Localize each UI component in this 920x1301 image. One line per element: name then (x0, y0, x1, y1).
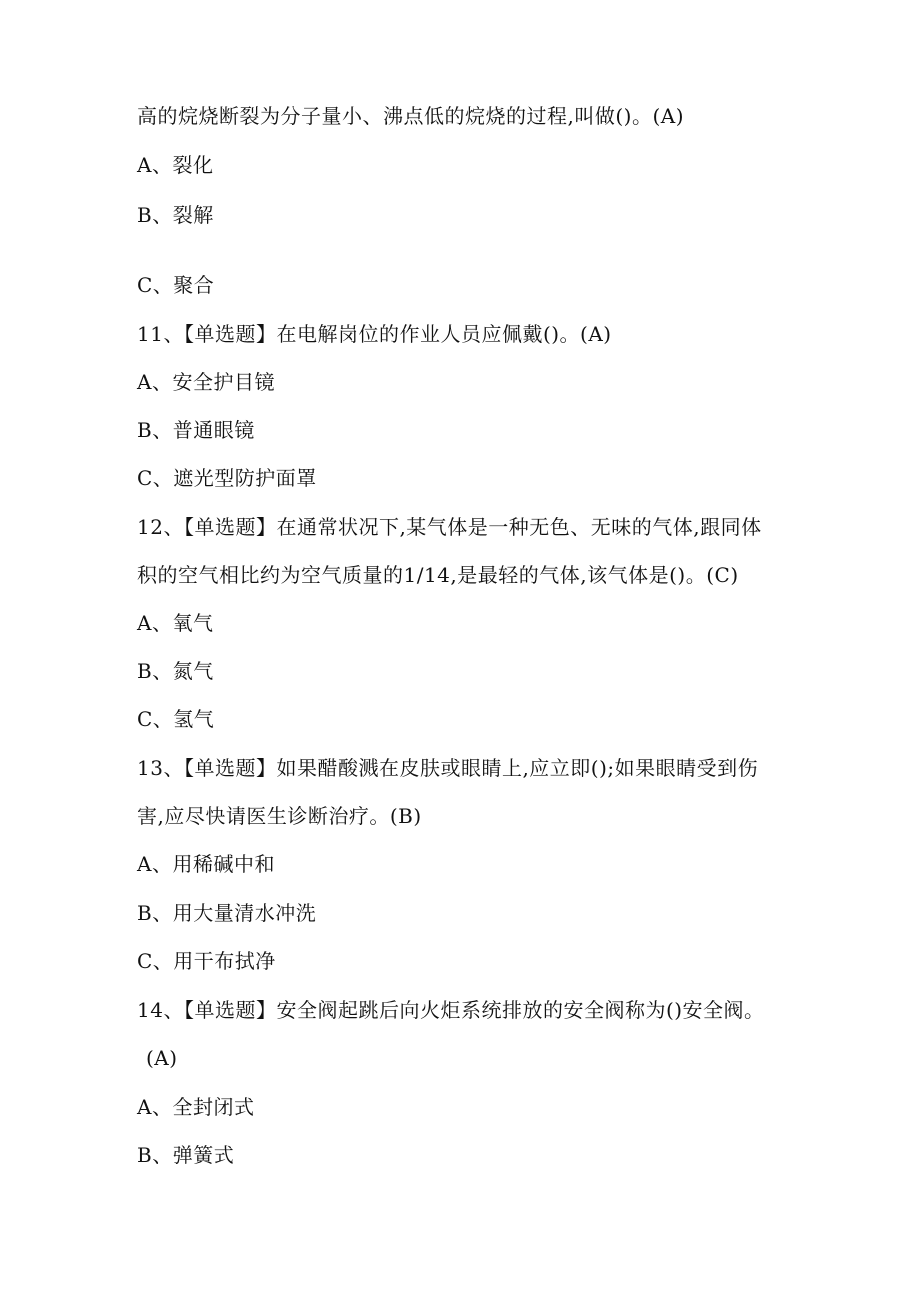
question-10-option-c: C、聚合 (137, 273, 215, 297)
question-10-stem: 高的烷烧断裂为分子量小、沸点低的烷烧的过程,叫做()。(A) (137, 104, 685, 128)
question-13-option-a: A、用稀碱中和 (137, 852, 275, 876)
question-13-stem-line2: 害,应尽快请医生诊断治疗。(B) (137, 804, 422, 828)
question-13-stem-line1: 13、【单选题】如果醋酸溅在皮肤或眼睛上,应立即();如果眼睛受到伤 (137, 756, 759, 780)
question-14-stem-line2: (A) (146, 1046, 178, 1070)
question-12-stem-line1: 12、【单选题】在通常状况下,某气体是一种无色、无味的气体,跟同体 (137, 515, 762, 539)
question-11-option-a: A、安全护目镜 (137, 370, 275, 394)
question-13-option-c: C、用干布拭净 (137, 949, 276, 973)
question-12-option-c: C、氢气 (137, 707, 215, 731)
question-12-option-a: A、氧气 (137, 611, 214, 635)
question-14-option-b: B、弹簧式 (137, 1143, 235, 1167)
question-10-option-a: A、裂化 (137, 153, 214, 177)
question-14-option-a: A、全封闭式 (137, 1095, 255, 1119)
question-10-option-b: B、裂解 (137, 203, 214, 227)
question-14-stem-line1: 14、【单选题】安全阀起跳后向火炬系统排放的安全阀称为()安全阀。 (137, 998, 765, 1022)
question-12-stem-line2: 积的空气相比约为空气质量的1/14,是最轻的气体,该气体是()。(C) (137, 563, 739, 587)
question-11-option-c: C、遮光型防护面罩 (137, 466, 317, 490)
question-12-option-b: B、氮气 (137, 659, 214, 683)
question-11-option-b: B、普通眼镜 (137, 418, 255, 442)
question-11-stem: 11、【单选题】在电解岗位的作业人员应佩戴()。(A) (137, 322, 612, 346)
question-13-option-b: B、用大量清水冲洗 (137, 901, 317, 925)
